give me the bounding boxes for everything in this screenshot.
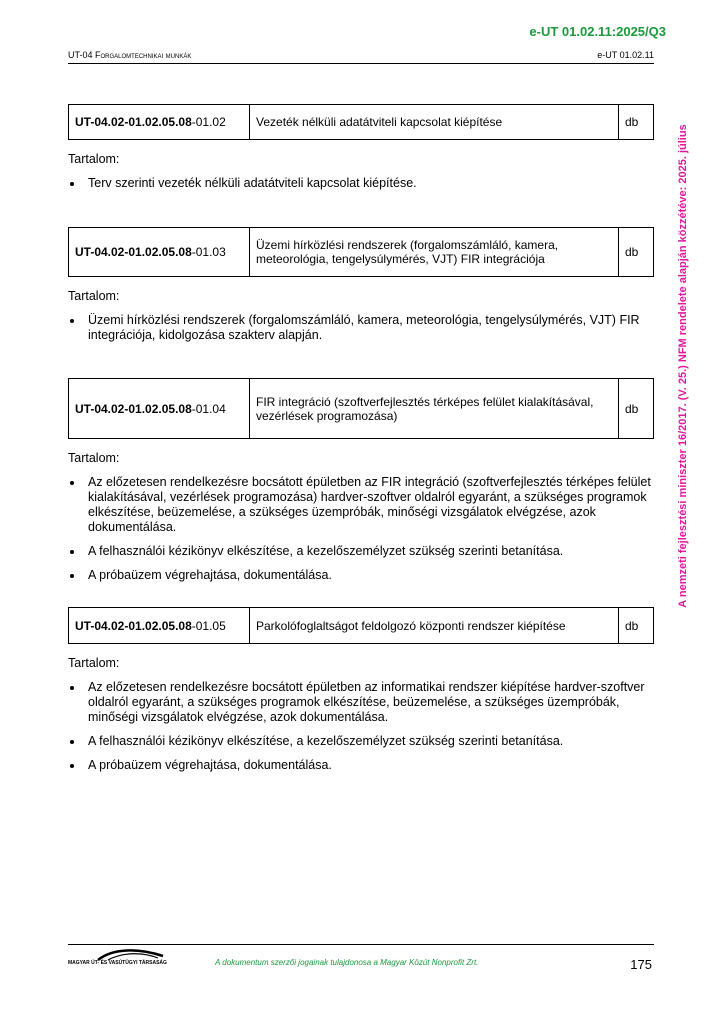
item-table — [68, 378, 654, 439]
item-unit: db — [619, 379, 654, 439]
item-unit: db — [619, 608, 654, 644]
list-item: Az előzetesen rendelkezésre bocsátott épületben az informatikai rendszer kiépítése hardver-szoftver oldalról egyaránt, a szükséges programok elkészítése, beüzemelése, a szükséges üzempróbák, minőségi vizsgálatok elvégzése, azok dokumentálása. — [68, 680, 654, 725]
header-right: e-UT 01.02.11 — [597, 50, 654, 60]
item-title: Vezeték nélküli adatátviteli kapcsolat kiépítése — [250, 105, 619, 140]
list-item: A felhasználói kézikönyv elkészítése, a kezelőszemélyzet szükség szerinti betanítása. — [68, 734, 654, 749]
item-code: UT-04.02-01.02.05.08-01.03 — [69, 228, 250, 277]
header-left: UT-04 Forgalomtechnikai munkák — [68, 50, 192, 60]
running-header — [68, 50, 654, 64]
content-label: Tartalom: — [68, 152, 120, 166]
item-unit: db — [619, 228, 654, 277]
footer-divider — [68, 944, 654, 945]
bullet-list — [68, 176, 654, 191]
logo-text: MAGYAR ÚT- ÉS VASÚTÜGYI TÁRSASÁG — [68, 960, 167, 966]
item-section — [68, 607, 654, 782]
list-item: Az előzetesen rendelkezésre bocsátott épületben az FIR integráció (szoftverfejlesztés térképes felület kialakításával, vezérlések programozása) hardver-szoftver oldalról egyaránt, a szükséges programok elkészítése, beüzemelése, a szükséges üzempróbák, minőségi vizsgálatok elvégzése, azok dokumentálása. — [68, 475, 654, 535]
item-section — [68, 104, 654, 200]
list-item: A próbaüzem végrehajtása, dokumentálása. — [68, 758, 654, 773]
content-label: Tartalom: — [68, 451, 120, 465]
bullet-list — [68, 313, 654, 343]
item-unit: db — [619, 105, 654, 140]
bullet-list — [68, 680, 654, 773]
bullet-list — [68, 475, 654, 583]
item-code: UT-04.02-01.02.05.08-01.04 — [69, 379, 250, 439]
item-section — [68, 378, 654, 592]
copyright-notice: A dokumentum szerzői jogainak tulajdonosa a Magyar Közút Nonprofit Zrt. — [215, 958, 479, 967]
content-label: Tartalom: — [68, 289, 120, 303]
item-code: UT-04.02-01.02.05.08-01.05 — [69, 608, 250, 644]
list-item: A próbaüzem végrehajtása, dokumentálása. — [68, 568, 654, 583]
side-note: A nemzeti fejlesztési miniszter 16/2017. (V. 25.) NFM rendelete alapján közzétéve: 2025. július — [677, 124, 689, 608]
page-number: 175 — [630, 957, 652, 972]
item-table — [68, 104, 654, 140]
item-title: Parkolófoglaltságot feldolgozó központi rendszer kiépítése — [250, 608, 619, 644]
item-title: FIR integráció (szoftverfejlesztés térképes felület kialakításával, vezérlések programozása) — [250, 379, 619, 439]
list-item: Terv szerinti vezeték nélküli adatátviteli kapcsolat kiépítése. — [68, 176, 654, 191]
list-item: A felhasználói kézikönyv elkészítése, a kezelőszemélyzet szükség szerinti betanítása. — [68, 544, 654, 559]
item-table — [68, 227, 654, 277]
list-item: Üzemi hírközlési rendszerek (forgalomszámláló, kamera, meteorológia, tengelysúlymérés, VJT) FIR integrációja, kidolgozása szakterv alapján. — [68, 313, 654, 343]
item-title: Üzemi hírközlési rendszerek (forgalomszámláló, kamera, meteorológia, tengelysúlymérés, VJT) FIR integrációja — [250, 228, 619, 277]
society-logo — [68, 948, 178, 970]
content-label: Tartalom: — [68, 656, 120, 670]
item-section — [68, 227, 654, 352]
item-code: UT-04.02-01.02.05.08-01.02 — [69, 105, 250, 140]
item-table — [68, 607, 654, 644]
document-code: e-UT 01.02.11:2025/Q3 — [529, 24, 666, 39]
